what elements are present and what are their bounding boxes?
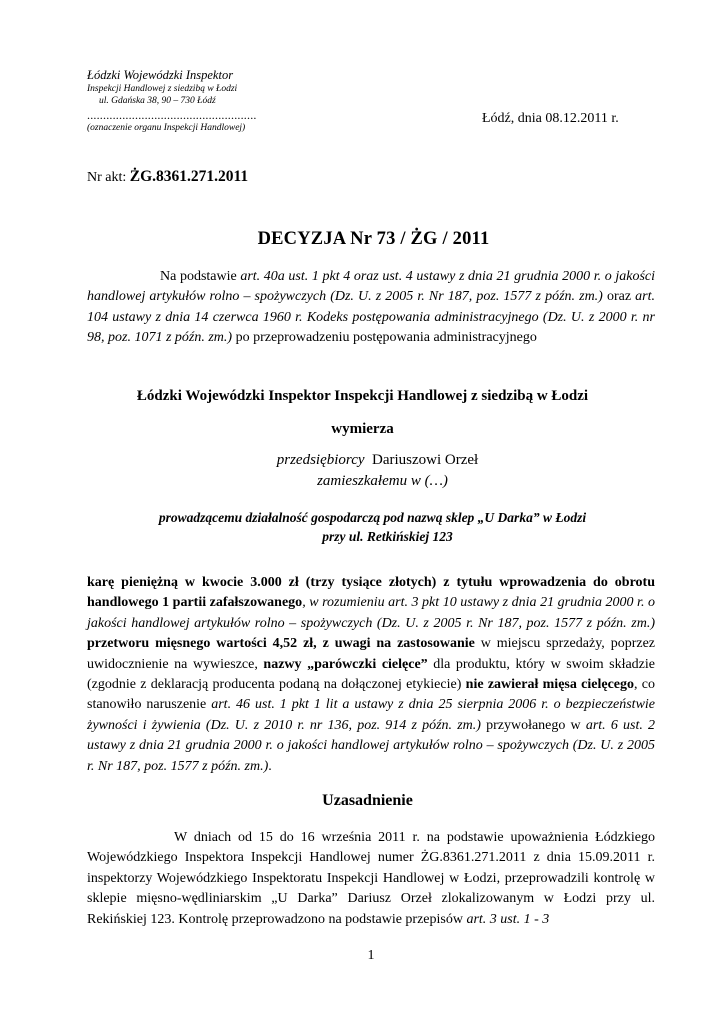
penalty-bold-4: nie zawierał mięsa cielęcego <box>465 677 634 693</box>
case-number <box>87 168 248 186</box>
office-seat: Inspekcji Handlowej z siedzibą w Łodzi <box>87 84 238 94</box>
penalty-bold-3: nazwy „parówczki cielęce” <box>263 656 428 672</box>
penalty-text-4: przywołanego w <box>480 717 586 733</box>
place-and-date: Łódź, dnia 08.12.2011 r. <box>482 111 619 126</box>
issuing-authority: Łódzki Wojewódzki Inspektor Inspekcji Handlowej z siedzibą w Łodzi <box>136 388 589 404</box>
page-number-text: 1 <box>367 948 375 963</box>
penalty-bold-1: karę pieniężną w kwocie 3.000 zł (trzy tysiące złotych) z tytułu wprowadzenia do obrotu handlowego 1 partii zafałszowanego <box>87 575 655 611</box>
justification-paragraph <box>87 828 655 930</box>
office-designation-note: (oznaczenie organu Inspekcji Handlowej) <box>87 123 246 133</box>
intro-citation-1: art. 40a ust. 1 pkt 4 oraz ust. 4 ustawy z dnia 21 grudnia 2000 r. o jakości handlowej artykułów rolno – spożywczych (Dz. U. z 2005 r. Nr 187, poz. 1577 z późn. zm.) <box>87 269 656 305</box>
penalty-citation-2: art. 46 ust. 1 pkt 1 lit a ustawy z dnia 25 sierpnia 2006 r. o bezpieczeństwie żywności i żywienia (Dz. U. z 2010 r. nr 136, poz. 914 z późn. zm.) <box>87 697 656 733</box>
intro-citation-2: art. 104 ustawy z dnia 14 czerwca 1960 r. Kodeks postępowania administracyjnego (Dz. U. z 2000 r. nr 98, poz. 1071 z późn. zm.) <box>87 289 655 346</box>
intro-text-2: oraz <box>602 289 636 305</box>
penalty-bold-2: przetworu mięsnego wartości 4,52 zł, z uwagi na zastosowanie <box>87 636 475 652</box>
business-line-2: przy ul. Retkińskiej 123 <box>322 529 453 544</box>
penalty-text-3: , co stanowiło naruszenie <box>87 677 655 713</box>
business-line-1: prowadzącemu działalność gospodarczą pod nazwą sklep „U Darka” w Łodzi <box>158 510 587 525</box>
office-name: Łódzki Wojewódzki Inspektor <box>87 68 234 82</box>
justification-heading <box>0 792 725 810</box>
penalty-text-5: . <box>268 758 272 774</box>
issuing-office-block <box>87 68 327 134</box>
penalty-text-2: dla produktu, który w swoim składzie (zgodnie z deklaracją producenta podaną na dołączonej etykiecie) <box>87 656 655 693</box>
justification-heading-text: Uzasadnienie <box>322 792 413 809</box>
penalty-citation-1: , w rozumieniu art. 3 pkt 10 ustawy z dnia 21 grudnia 2000 r. o jakości handlowej artykułów rolno – spożywczych (Dz. U. z 2005 r. Nr 187, poz. 1577 z późn. zm.) <box>87 595 655 631</box>
business-block <box>0 508 725 546</box>
penalty-text-1: w miejscu sprzedaży, poprzez uwidocznienie na wywieszce, <box>87 636 655 672</box>
addressee-residence: zamieszkałemu w (…) <box>317 473 448 489</box>
case-number-label: Nr akt: <box>87 170 130 185</box>
decision-title <box>0 229 725 250</box>
imposes-word: wymierza <box>331 421 394 437</box>
intro-text-1: Na podstawie <box>160 269 241 284</box>
penalty-paragraph <box>87 573 655 777</box>
intro-text-3: po przeprowadzeniu postępowania administracyjnego <box>232 330 537 346</box>
page-number <box>0 948 725 964</box>
legal-basis-paragraph <box>87 267 655 349</box>
decision-title-text: DECYZJA Nr 73 / ŻG / 2011 <box>257 229 490 249</box>
justification-text-1: W dniach od 15 do 16 września 2011 r. na podstawie upoważnienia Łódzkiego Wojewódzkiego Inspektora Inspekcji Handlowej numer ŻG.8361.271.2011 z dnia 15.09.2011 r. inspektorzy Wojewódzkiego Inspektoratu Inspekcji Handlowej w Łodzi, przeprowadzili kontrolę w sklepie mięsno-wędliniarskim „U Darka” Dariusz Orzeł zlokalizowanym w Łodzi przy ul. Rekińskiej 123. Kontrolę przeprowadzono na podstawie przepisów <box>87 830 655 927</box>
signature-dots: ..................................................... <box>87 108 257 122</box>
addressee-role: przedsiębiorcy <box>276 452 365 468</box>
addressee-block <box>0 450 725 492</box>
justification-citation-1: art. 3 ust. 1 - 3 <box>466 911 550 927</box>
addressee-name: Dariuszowi Orzeł <box>364 452 479 468</box>
office-address: ul. Gdańska 38, 90 – 730 Łódź <box>99 96 216 106</box>
penalty-citation-3: art. 6 ust. 2 ustawy z dnia 21 grudnia 2000 r. o jakości handlowej artykułów rolno – spożywczych (Dz. U. z 2005 r. Nr 187, poz. 1577 z późn. zm.) <box>87 717 655 774</box>
case-number-value: ŻG.8361.271.2011 <box>129 168 249 185</box>
